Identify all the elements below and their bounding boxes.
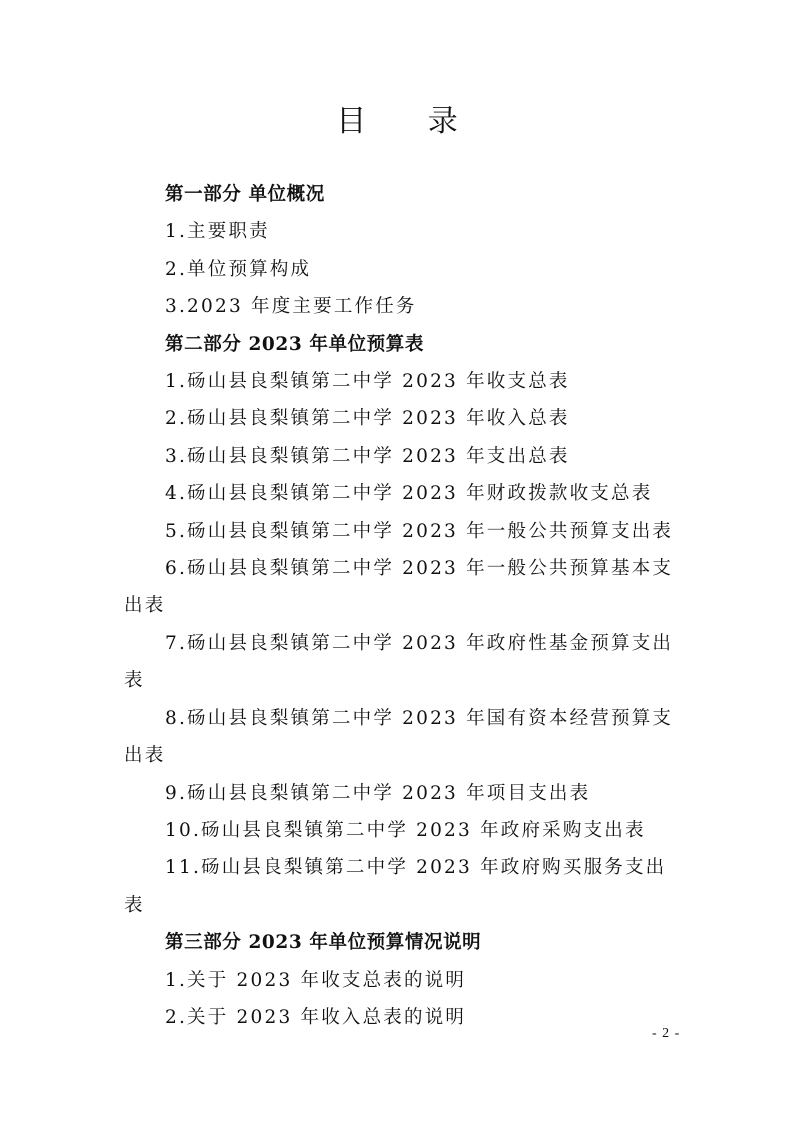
toc-entry: 10.砀山县良梨镇第二中学 2023 年政府采购支出表	[165, 819, 646, 841]
toc-section-heading: 第二部分 2023 年单位预算表	[165, 333, 424, 355]
toc-entry: 2.关于 2023 年收入总表的说明	[165, 1006, 467, 1028]
toc-entry: 3.2023 年度主要工作任务	[165, 296, 417, 318]
toc-entry: 2.砀山县良梨镇第二中学 2023 年收入总表	[165, 408, 570, 430]
toc-entry: 8.砀山县良梨镇第二中学 2023 年国有资本经营预算支出表	[124, 707, 674, 767]
toc-entry: 11.砀山县良梨镇第二中学 2023 年政府购买服务支出表	[124, 857, 667, 916]
table-of-contents	[124, 176, 680, 1036]
toc-section-heading: 第一部分 单位概况	[165, 184, 325, 205]
toc-entry: 1.关于 2023 年收支总表的说明	[165, 969, 467, 991]
toc-entry: 3.砀山县良梨镇第二中学 2023 年支出总表	[165, 445, 570, 467]
page-title: 目 录	[336, 104, 484, 139]
toc-entry: 5.砀山县良梨镇第二中学 2023 年一般公共预算支出表	[165, 520, 674, 542]
toc-entry: 7.砀山县良梨镇第二中学 2023 年政府性基金预算支出表	[124, 632, 674, 692]
toc-entry: 6.砀山县良梨镇第二中学 2023 年一般公共预算基本支出表	[124, 558, 674, 617]
toc-entry: 9.砀山县良梨镇第二中学 2023 年项目支出表	[165, 782, 591, 804]
toc-entry: 1.砀山县良梨镇第二中学 2023 年收支总表	[165, 371, 570, 393]
page-number: - 2 -	[652, 1026, 681, 1041]
toc-entry: 1.主要职责	[165, 221, 270, 243]
toc-section-heading: 第三部分 2023 年单位预算情况说明	[165, 932, 482, 954]
toc-entry: 2.单位预算构成	[165, 258, 312, 280]
toc-entry: 4.砀山县良梨镇第二中学 2023 年财政拨款收支总表	[165, 483, 653, 505]
